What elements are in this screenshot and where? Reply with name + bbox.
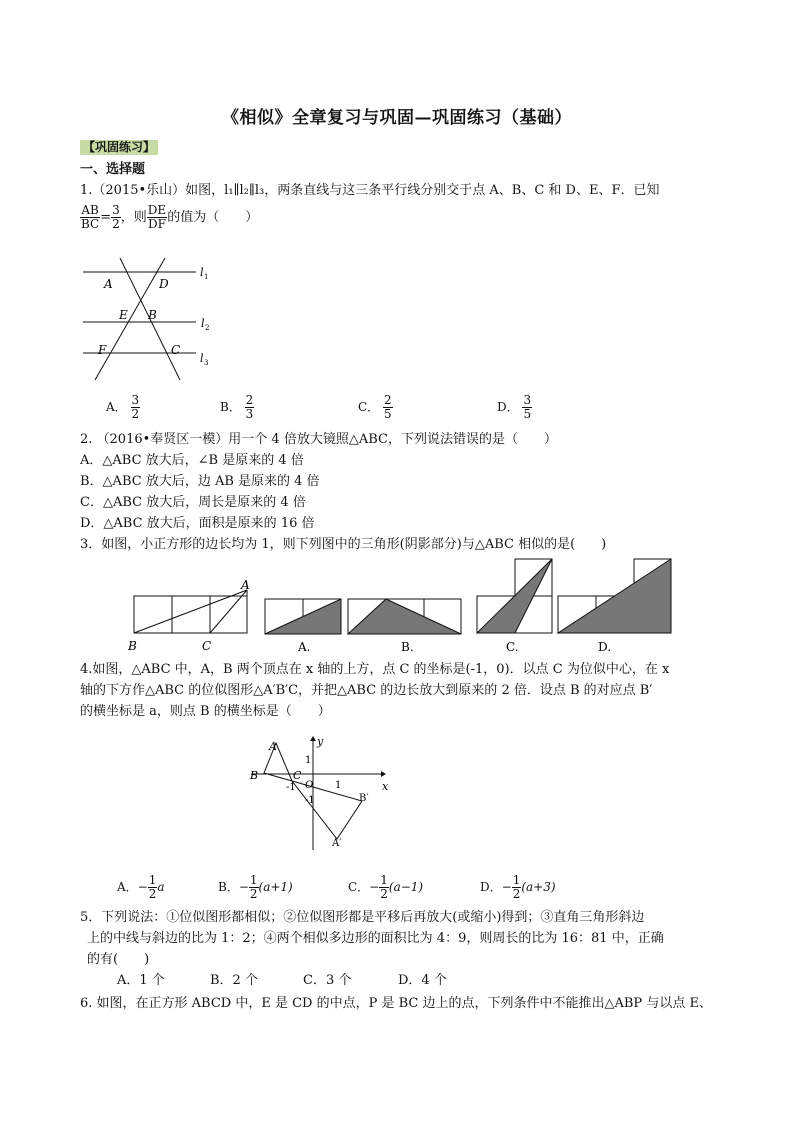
option-label: D． <box>497 400 519 414</box>
label-C: C <box>171 343 181 357</box>
fraction <box>522 394 532 421</box>
section-heading: 一、选择题 <box>80 162 146 177</box>
numerator: 1 <box>380 873 388 887</box>
q4-option-a[interactable] <box>117 874 165 901</box>
option-label: C．− <box>348 880 380 894</box>
option-tail: (a−1) <box>388 880 424 894</box>
numerator: 1 <box>148 873 157 887</box>
numerator: DE <box>147 203 167 217</box>
denominator: 5 <box>384 407 392 421</box>
numerator: 2 <box>384 393 392 407</box>
denominator: 2 <box>148 887 157 901</box>
label-y: y <box>317 735 324 748</box>
q4-coordinate-figure <box>246 735 396 855</box>
fraction <box>379 874 389 901</box>
fraction <box>249 874 259 901</box>
question-tail: 的值为（ ） <box>167 210 259 225</box>
option-tail: (a+3) <box>521 880 556 894</box>
q4-option-d[interactable] <box>480 874 556 901</box>
numerator: 1 <box>512 873 521 887</box>
q1-option-a[interactable] <box>106 394 140 421</box>
q2-text: 2. （2016•奉贤区一模）用一个 4 倍放大镜照△ABC，下列说法错误的是（ ） <box>80 432 557 447</box>
fraction <box>131 394 141 421</box>
label-l1-sub: 1 <box>204 273 209 281</box>
label-B: B <box>250 769 259 782</box>
option-a-label: A. <box>298 640 311 654</box>
q5-option-b[interactable]: B．2 个 <box>210 973 258 988</box>
label-l2-sub: 2 <box>205 324 210 332</box>
label-A: A <box>241 578 250 592</box>
label-C: C <box>202 639 212 653</box>
label-l3-sub: 3 <box>204 359 209 367</box>
option-c-label: C. <box>506 640 519 654</box>
denominator: BC <box>81 217 100 231</box>
q2-option-b[interactable]: B．△ABC 放大后，边 AB 是原来的 4 倍 <box>80 474 320 489</box>
q5-text-line3: 的有( ) <box>87 952 150 967</box>
q5-option-a[interactable]: A．1 个 <box>117 973 165 988</box>
fraction <box>383 394 393 421</box>
label-B-prime: B′ <box>359 793 369 804</box>
option-tail: (a+1) <box>258 880 293 894</box>
option-c-figure <box>477 559 552 654</box>
label-l2: l <box>201 317 205 330</box>
tick-y-neg1: -1 <box>305 795 315 806</box>
option-label: D．− <box>480 880 512 894</box>
option-b-label: B. <box>401 640 414 654</box>
q4-text-line1: 4.如图，△ABC 中，A，B 两个顶点在 x 轴的上方，点 C 的坐标是(-1，0)．以点 C 为位似中心，在 x <box>80 662 670 677</box>
option-label: A． <box>106 400 127 414</box>
numerator: 2 <box>245 393 254 407</box>
fraction <box>512 874 522 901</box>
label-D: D <box>159 277 169 291</box>
q6-text: 6. 如图，在正方形 ABCD 中，E 是 CD 的中点，P 是 BC 边上的点，下列条件中不能推出△ABP 与以点 E、 <box>80 996 712 1011</box>
q1-option-c[interactable] <box>358 394 393 421</box>
numerator: 1 <box>249 873 258 887</box>
q2-option-c[interactable]: C．△ABC 放大后，周长是原来的 4 倍 <box>80 495 306 510</box>
label-x: x <box>382 780 389 793</box>
option-b-figure <box>348 599 461 654</box>
option-a-figure <box>265 599 341 654</box>
section-tag: 【巩固练习】 <box>80 140 158 155</box>
q1-text: 1.（2015•乐山）如图，l₁∥l₂∥l₃，两条直线与这三条平行线分别交于点 A、B、C 和 D、E、F．已知 <box>80 183 660 198</box>
option-label: C． <box>358 400 380 414</box>
q1-option-d[interactable] <box>497 394 532 421</box>
q5-text-line1: 5．下列说法：①位似图形都相似；②位似图形都是平移后再放大(或缩小)得到；③直角三角形斜边 <box>80 910 645 925</box>
label-B: B <box>148 308 157 322</box>
option-d-label: D. <box>598 640 612 654</box>
fraction <box>245 394 255 421</box>
denominator: DF <box>148 217 166 231</box>
q4-text-line2: 轴的下方作△ABC 的位似图形△A′B′C，并把△ABC 的边长放大到原来的 2 倍．设点 B 的对应点 B′ <box>80 683 653 698</box>
numerator: AB <box>81 203 99 217</box>
label-F: F <box>98 343 107 357</box>
fraction <box>111 204 121 231</box>
denominator: 2 <box>512 887 521 901</box>
denominator: 2 <box>112 217 120 231</box>
fraction <box>147 204 167 231</box>
equals-sign: = <box>100 210 112 225</box>
q5-option-c[interactable]: C．3 个 <box>303 973 352 988</box>
label-A-prime: A′ <box>332 838 342 849</box>
label-A: A <box>104 277 113 291</box>
q2-option-d[interactable]: D．△ABC 放大后，面积是原来的 16 倍 <box>80 516 315 531</box>
reference-triangle-grid <box>127 578 250 653</box>
label-C: C <box>293 769 302 782</box>
numerator: 3 <box>523 393 532 407</box>
denominator: 3 <box>245 407 254 421</box>
label-O: O <box>305 780 314 791</box>
q1-option-b[interactable] <box>220 394 254 421</box>
label-l3: l <box>200 352 204 365</box>
label-A: A <box>269 740 277 753</box>
q1-condition <box>80 204 258 231</box>
q3-grid-figures <box>120 553 700 658</box>
q1-parallel-lines-figure <box>80 255 220 385</box>
option-label: B．− <box>218 880 249 894</box>
label-B: B <box>128 639 137 653</box>
denominator: 2 <box>380 887 388 901</box>
denominator: 5 <box>523 407 532 421</box>
tick-y-1: 1 <box>305 755 312 766</box>
q3-text: 3．如图，小正方形的边长均为 1，则下列图中的三角形(阴影部分)与△ABC 相似的是( ) <box>80 537 607 552</box>
connector-text: ，则 <box>120 210 147 225</box>
numerator: 3 <box>131 393 140 407</box>
option-label: B． <box>220 400 241 414</box>
q5-option-d[interactable]: D．4 个 <box>398 973 447 988</box>
numerator: 3 <box>112 203 120 217</box>
q4-text-line3: 的横坐标是 a，则点 B 的横坐标是（ ） <box>80 704 331 719</box>
denominator: 2 <box>131 407 140 421</box>
option-tail: a <box>157 880 165 894</box>
option-label: A．− <box>117 880 148 894</box>
label-l1: l <box>200 266 204 279</box>
q4-option-c[interactable] <box>348 874 423 901</box>
fraction <box>148 874 158 901</box>
fraction <box>80 204 100 231</box>
page-title: 《相似》全章复习与巩固—巩固练习（基础） <box>222 108 572 128</box>
tick-x-neg1: -1 <box>286 782 296 793</box>
q5-text-line2: 上的中线与斜边的比为 1：2；④两个相似多边形的面积比为 4：9，则周长的比为 16：81 中，正确 <box>87 931 664 946</box>
denominator: 2 <box>249 887 258 901</box>
tick-x-1: 1 <box>335 780 342 791</box>
q4-option-b[interactable] <box>218 874 293 901</box>
q2-option-a[interactable]: A．△ABC 放大后，∠B 是原来的 4 倍 <box>80 453 304 468</box>
option-d-figure <box>558 559 671 654</box>
label-E: E <box>119 308 128 322</box>
